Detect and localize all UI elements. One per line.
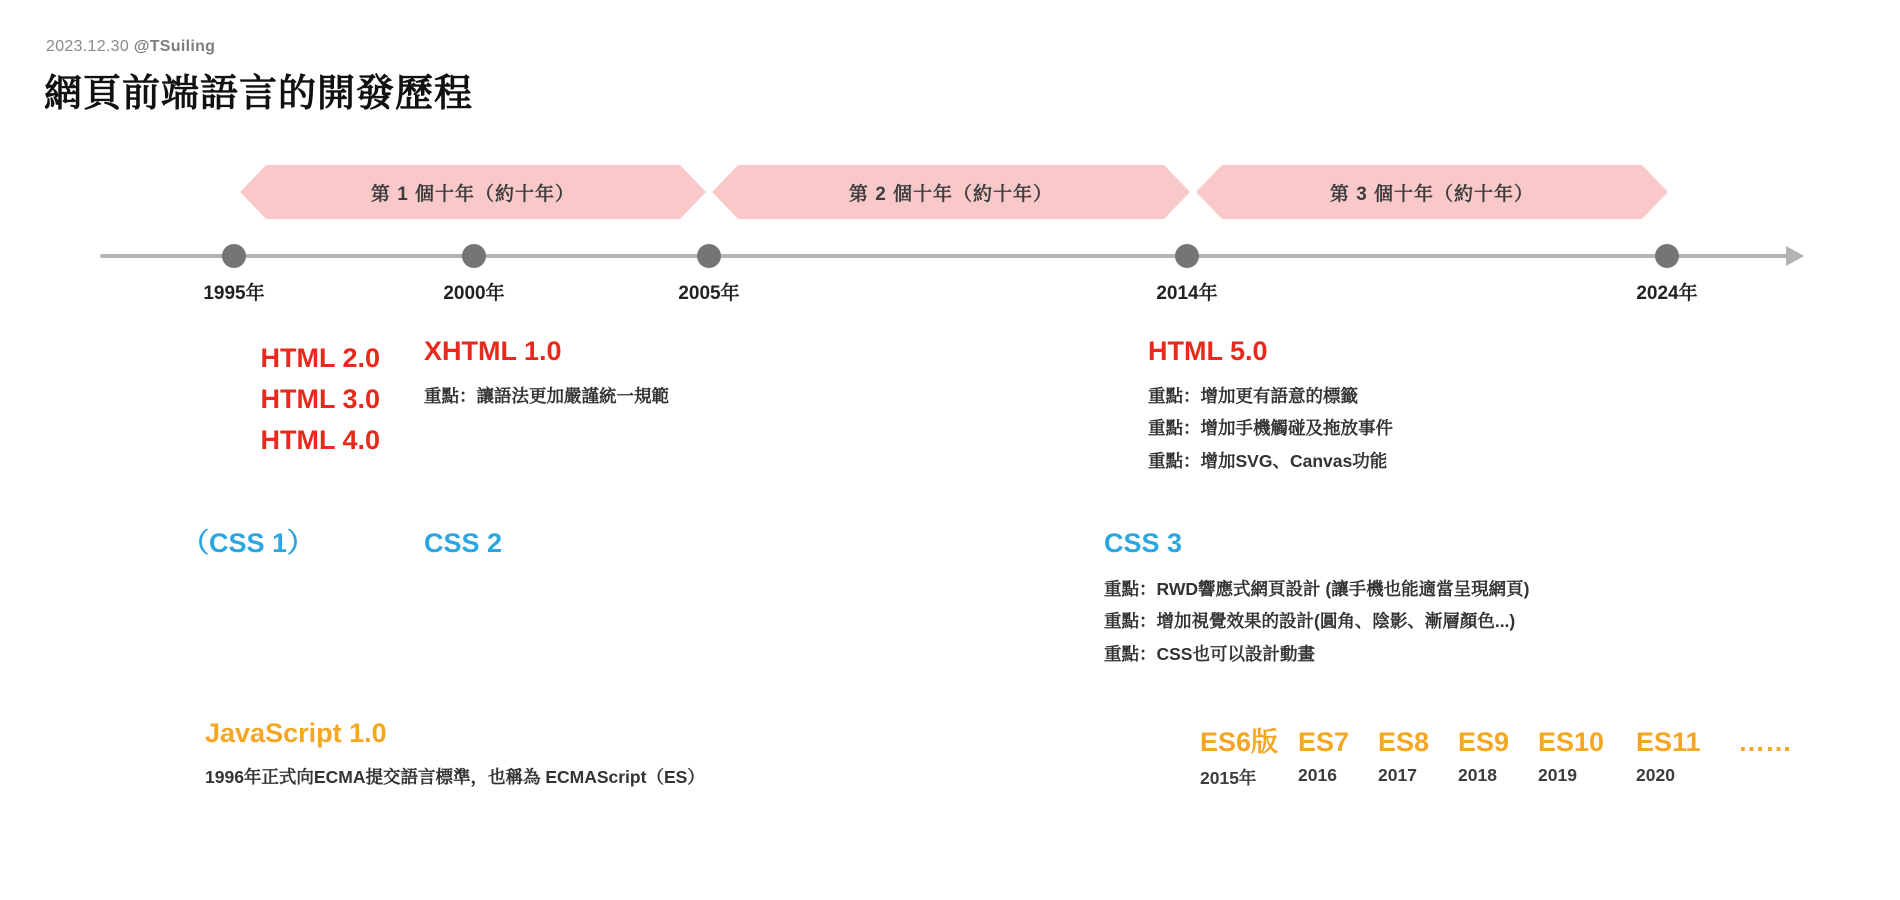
decade-banner-label-2: 第 2 個十年（約十年） xyxy=(848,183,1054,205)
timeline-axis xyxy=(100,254,1800,258)
timeline-label-2014: 2014年 xyxy=(1156,283,1218,304)
es10-label: ES10 xyxy=(1538,727,1605,757)
html5-block xyxy=(1148,338,1393,477)
decade-banner-label-3: 第 3 個十年（約十年） xyxy=(1329,183,1535,205)
author-handle: @TSuiling xyxy=(133,38,216,55)
es-years-row xyxy=(1200,765,1738,790)
decade-banner-3 xyxy=(1196,165,1668,219)
es-year-2018: 2018 xyxy=(1458,765,1497,785)
javascript-block xyxy=(205,720,705,793)
css3-block xyxy=(1104,530,1530,670)
timeline-label-2000: 2000年 xyxy=(443,283,505,304)
css3-title: CSS 3 xyxy=(1104,528,1183,558)
html-early-versions xyxy=(100,338,380,461)
xhtml-note: 重點：讓語法更加嚴謹統一規範 xyxy=(424,386,669,406)
es11-label: ES11 xyxy=(1636,727,1701,757)
es-year-2020: 2020 xyxy=(1636,765,1675,785)
date-text: 2023.12.30 xyxy=(46,38,130,55)
timeline-label-2005: 2005年 xyxy=(678,283,740,304)
page-title: 網頁前端語言的開發歷程 xyxy=(44,73,474,115)
html-4-0-label: HTML 4.0 xyxy=(260,425,380,456)
meta-line xyxy=(46,38,215,56)
html-3-0-label: HTML 3.0 xyxy=(260,384,380,415)
es-ellipsis-label: …… xyxy=(1738,727,1792,757)
es6-label: ES6版 xyxy=(1200,727,1279,757)
timeline-node-2014 xyxy=(1175,244,1199,268)
es8-label: ES8 xyxy=(1378,727,1430,757)
html5-note-3: 重點：增加SVG、Canvas功能 xyxy=(1148,450,1388,471)
es7-label: ES7 xyxy=(1298,727,1350,757)
timeline-node-2024 xyxy=(1655,244,1679,268)
es9-label: ES9 xyxy=(1458,727,1510,757)
decade-banner-2 xyxy=(712,165,1190,219)
css1-title: （CSS 1） xyxy=(182,528,315,558)
decade-banner-label-1: 第 1 個十年（約十年） xyxy=(370,183,576,205)
css3-note-1: 重點：RWD響應式網頁設計 (讓手機也能適當呈現網頁) xyxy=(1104,579,1530,599)
timeline-node-1995 xyxy=(222,244,246,268)
es-versions-row xyxy=(1200,720,1792,759)
javascript-note: 1996年正式向ECMA提交語言標準，也稱為 ECMAScript（ES） xyxy=(205,767,705,787)
xhtml-title: XHTML 1.0 xyxy=(424,336,562,366)
xhtml-block xyxy=(424,338,669,412)
timeline-label-2024: 2024年 xyxy=(1636,283,1698,304)
css3-note-3: 重點：CSS也可以設計動畫 xyxy=(1104,643,1315,664)
es-year-2016: 2016 xyxy=(1298,765,1337,785)
javascript-title: JavaScript 1.0 xyxy=(205,718,387,748)
css2-title: CSS 2 xyxy=(424,528,503,558)
timeline-label-1995: 1995年 xyxy=(203,283,265,304)
css2-block xyxy=(424,530,502,557)
html5-title: HTML 5.0 xyxy=(1148,336,1268,366)
es-year-2017: 2017 xyxy=(1378,765,1417,785)
timeline-node-2005 xyxy=(697,244,721,268)
es-year-2019: 2019 xyxy=(1538,765,1577,785)
timeline-node-2000 xyxy=(462,244,486,268)
html5-note-1: 重點：增加更有語意的標籤 xyxy=(1148,386,1358,406)
timeline-arrow-icon xyxy=(1786,246,1804,266)
css3-note-2: 重點：增加視覺效果的設計(圓角、陰影、漸層顏色...) xyxy=(1104,611,1516,632)
decade-banner-1 xyxy=(240,165,706,219)
html-2-0-label: HTML 2.0 xyxy=(260,343,380,373)
html5-note-2: 重點：增加手機觸碰及拖放事件 xyxy=(1148,418,1393,439)
es-year-2015: 2015年 xyxy=(1200,768,1257,788)
css1-block xyxy=(182,530,314,557)
